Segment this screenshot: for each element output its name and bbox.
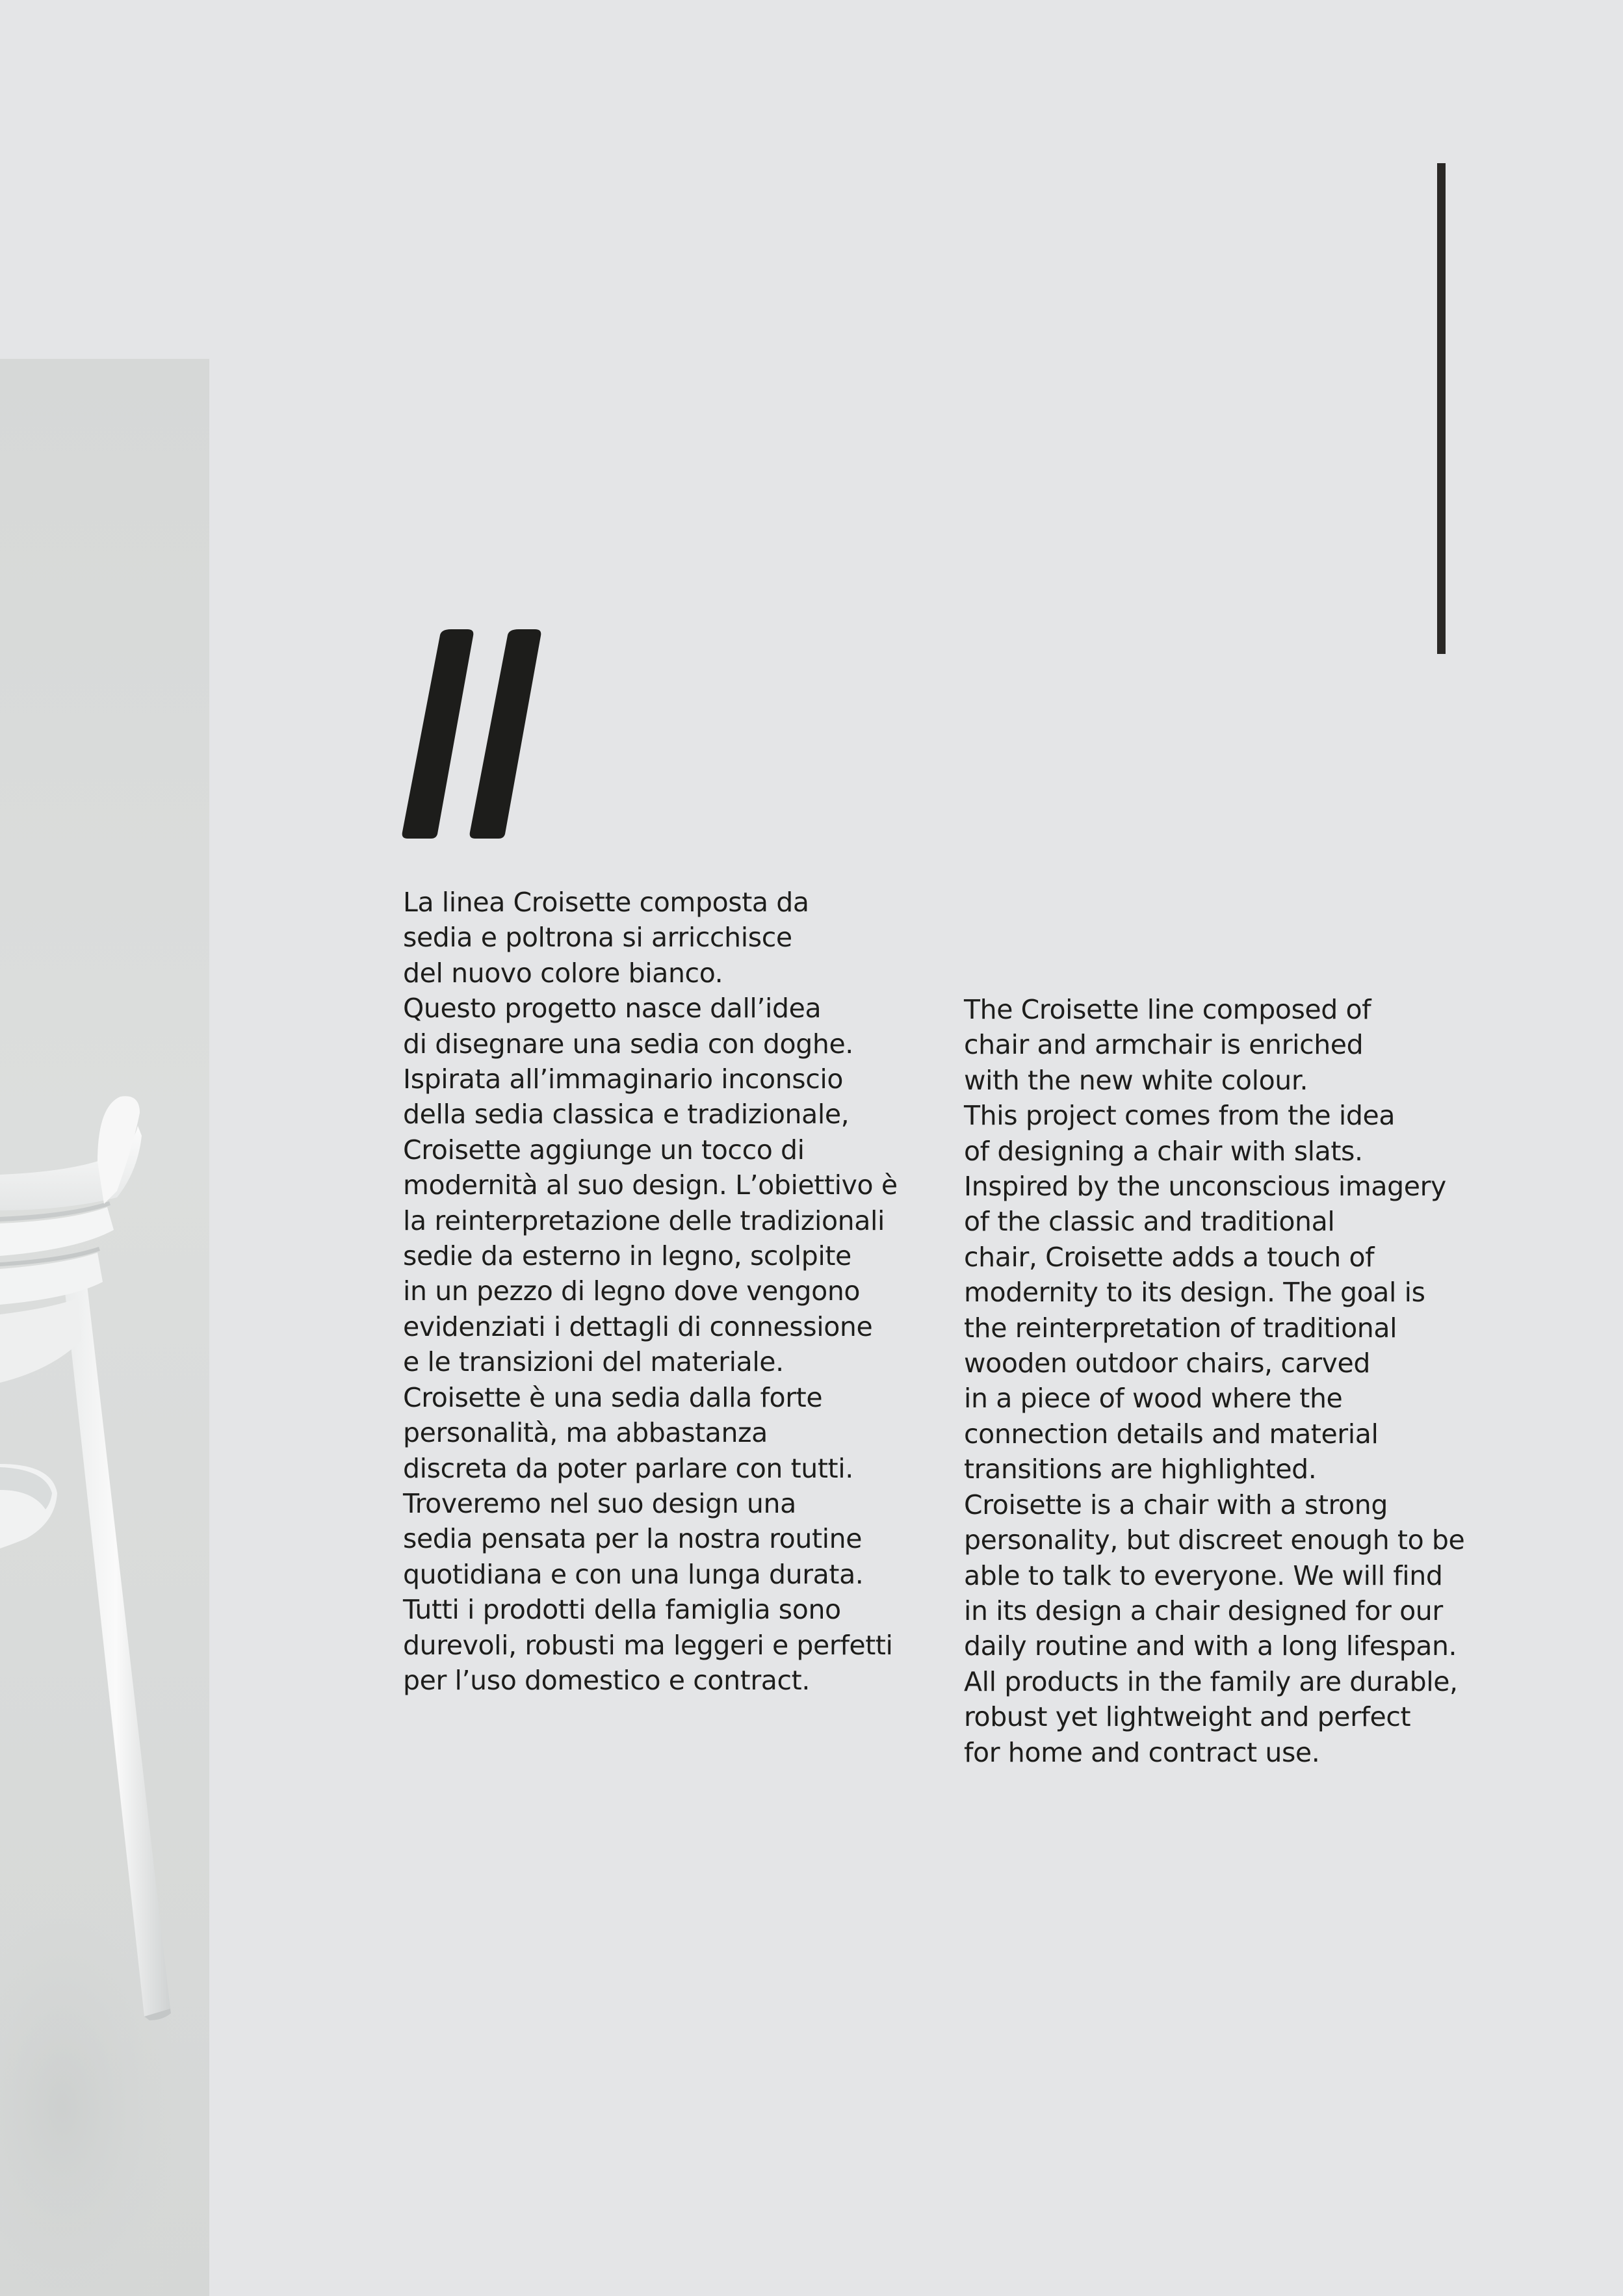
text-line: in un pezzo di legno dove vengono [403, 1275, 861, 1307]
text-line: evidenziati i dettagli di connessione [403, 1311, 873, 1342]
text-line: del nuovo colore bianco. [403, 957, 723, 989]
text-line: of the classic and traditional [964, 1206, 1335, 1238]
text-line: Questo progetto nasce dall’idea [403, 993, 822, 1024]
text-line: The Croisette line composed of [964, 994, 1371, 1025]
text-line: personalità, ma abbastanza [403, 1417, 768, 1449]
text-line: durevoli, robusti ma leggeri e perfetti [403, 1629, 893, 1661]
text-line: All products in the family are durable, [964, 1665, 1458, 1697]
text-line: Inspired by the unconscious imagery [964, 1171, 1446, 1203]
double-slash-icon [400, 627, 543, 842]
text-line: e le transizioni del materiale. [403, 1346, 784, 1378]
text-line: in its design a chair designed for our [964, 1595, 1443, 1626]
italian-text [403, 885, 898, 1698]
text-line: able to talk to everyone. We will find [964, 1559, 1443, 1591]
text-line: Troveremo nel suo design una [403, 1487, 796, 1519]
english-text [964, 992, 1464, 1770]
text-line: connection details and material [964, 1418, 1379, 1450]
chair-photo [0, 359, 209, 2296]
text-line: of designing a chair with slats. [964, 1135, 1363, 1167]
text-line: Ispirata all’immaginario inconscio [403, 1063, 844, 1095]
text-line: sedia e poltrona si arricchisce [403, 922, 792, 954]
text-line: di disegnare una sedia con doghe. [403, 1028, 853, 1060]
white-chair-photo [0, 359, 209, 2296]
vertical-rule [1437, 163, 1446, 654]
text-line: Croisette aggiunge un tocco di [403, 1134, 805, 1166]
text-line: in a piece of wood where the [964, 1383, 1343, 1415]
text-line: la reinterpretazione delle tradizionali [403, 1205, 885, 1236]
text-line: the reinterpretation of traditional [964, 1312, 1397, 1344]
text-line: chair and armchair is enriched [964, 1029, 1364, 1061]
text-line: chair, Croisette adds a touch of [964, 1241, 1375, 1273]
text-line: Croisette is a chair with a strong [964, 1489, 1388, 1520]
text-line: with the new white colour. [964, 1064, 1308, 1096]
text-line: modernity to its design. The goal is [964, 1277, 1425, 1309]
text-line: transitions are highlighted. [964, 1454, 1317, 1485]
text-line: wooden outdoor chairs, carved [964, 1348, 1370, 1379]
text-line: for home and contract use. [964, 1736, 1320, 1768]
text-line: per l’uso domestico e contract. [403, 1664, 810, 1696]
text-line: sedia pensata per la nostra routine [403, 1523, 863, 1555]
text-line: quotidiana e con una lunga durata. [403, 1558, 864, 1590]
text-line: della sedia classica e tradizionale, [403, 1099, 850, 1130]
text-line: modernità al suo design. L’obiettivo è [403, 1169, 898, 1201]
text-line: Tutti i prodotti della famiglia sono [403, 1594, 841, 1626]
text-line: La linea Croisette composta da [403, 887, 809, 918]
text-line: personality, but discreet enough to be [964, 1524, 1465, 1556]
text-line: robust yet lightweight and perfect [964, 1701, 1411, 1733]
text-line: daily routine and with a long lifespan. [964, 1630, 1457, 1662]
text-line: Croisette è una sedia dalla forte [403, 1381, 823, 1413]
text-line: sedie da esterno in legno, scolpite [403, 1240, 851, 1272]
text-line: discreta da poter parlare con tutti. [403, 1452, 853, 1484]
text-line: This project comes from the idea [964, 1100, 1396, 1132]
